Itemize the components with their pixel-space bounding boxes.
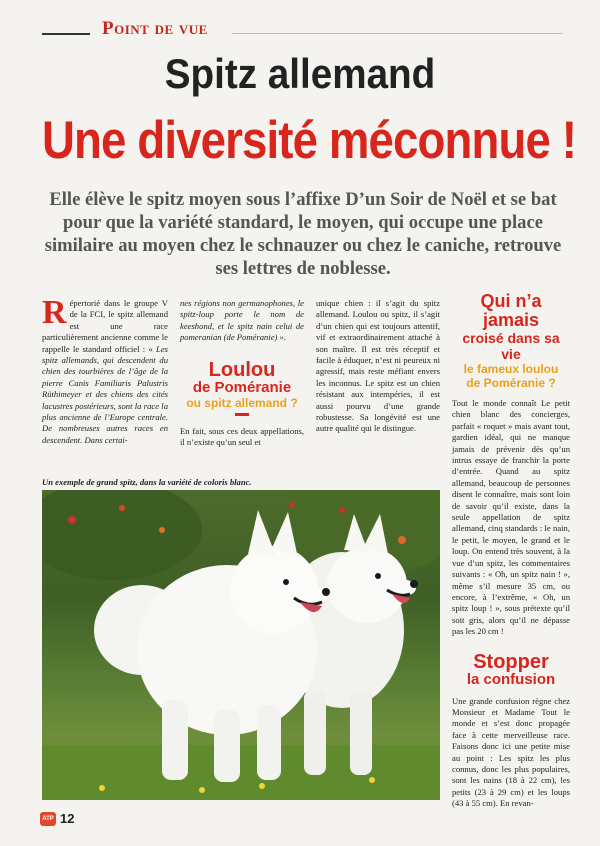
intertitle-loulou-line1: Loulou xyxy=(208,358,276,381)
article-kicker: Spitz allemand xyxy=(164,50,436,97)
rubric-rule-left xyxy=(42,33,90,35)
column-1 xyxy=(42,294,168,446)
white-spitz-illustration xyxy=(42,490,440,800)
article-chapo: Elle élève le spitz moyen sous l’affixe D’un Soir de Noël et se bat pour que la variété standard, le moyen, qui occupe une place similaire au moyen chez le schnauzer ou chez le caniche, retrouve ses lettres de noblesse. xyxy=(44,189,562,279)
col2-quote: nes régions non germanophones, le spitz-loup porte le nom de keeshond, et le spitz nain celui de pomeranian (de Poméranie) ». xyxy=(180,298,304,343)
intertitle-qui xyxy=(452,292,570,390)
col1-intro: épertorié dans le groupe V de la FCI, le spitz allemand est une race particulièrement ancienne comme le rappelle le standard officiel : « xyxy=(42,298,168,354)
col3-text: unique chien : il s’agit du spitz allemand. Loulou ou spitz, il s’agit d’un chien qui est toujours attentif, vif et extraordinairement attaché à son maître. Il est très réceptif et facile à éduquer, n’est ni peureux ni agressif, mais reste méfiant envers les inconnus. Le spitz est un chien résistant aux intempéries, il est aussi pourvu d’une grande robustesse. Sa longévité est une autre qualité qui le distingue. xyxy=(316,298,440,434)
column-4 xyxy=(452,292,570,810)
photo-caption: Un exemple de grand spitz, dans la variété de coloris blanc. xyxy=(42,477,252,487)
magazine-logo xyxy=(40,812,56,826)
intertitle-qui-line3: le fameux loulou xyxy=(463,362,559,376)
column-2 xyxy=(180,298,304,448)
dropcap: R xyxy=(42,294,67,331)
col2-text: En fait, sous ces deux appellations, il n’existe qu’un seul et xyxy=(180,425,304,448)
rubric-label: Point de vue xyxy=(102,18,208,39)
intertitle-loulou xyxy=(180,360,304,416)
page-number: 12 xyxy=(60,811,75,826)
intertitle-qui-line1: Qui n’a jamais xyxy=(480,291,542,330)
col4-text1: Tout le monde connaît Le petit chien blanc des concierges, parfait « roquet » mais avant tout, gardien idéal, qui ne manque jamais de prévenir dès qu’un intrus essaye de franchir la porte d’entrée. Quand au spitz allemand, beaucoup de personnes disent le connaître, mais sont loin de savoir qu’il existe, dans la seule appellation de spitz allemand, cinq standards : le nain, le petit, le moyen, le grand et le loup. On entend très souvent, à la vue d’un spitz, les commentaires suivants : « Oh, un spitz nain ! », même s’il mesure 35 cm, ou encore, à l’extrême, « Oh, un spitz loup ! », sous prétexte qu’il soit gris, alors qu’il ne dépasse pas les 20 cm ! xyxy=(452,398,570,637)
intertitle-loulou-line2: de Poméranie xyxy=(192,378,292,396)
intertitle-qui-line2: croisé dans sa vie xyxy=(462,330,560,362)
intertitle-stopper xyxy=(452,652,570,688)
col1-quote: Les spitz allemands, qui descendent du chien des tourbières de l’âge de la pierre Canis Familiaris Palustris Rüthimeyer et des chiens des cités lacustres postérieurs, sont la race la plus ancienne de l’Europe centrale. De nombreuses autres races en descendent. Dans certai- xyxy=(42,343,168,445)
col4-text2: Une grande confusion règne chez Monsieur et Madame Tout le monde et s’est donc propagée face à cette merveilleuse race. Faisons donc ici une petite mise au point : Les spitz les plus connus, donc les plus populaires, sont les nains (18 à 22 cm), les petits (23 à 29 cm) et les loups (43 à 55 cm). En revan- xyxy=(452,695,570,809)
spitz-photo xyxy=(42,490,440,800)
intertitle-qui-line4: de Poméranie ? xyxy=(466,376,556,390)
intertitle-underline xyxy=(235,413,249,416)
article-title: Une diversité méconnue ! xyxy=(42,111,577,170)
intertitle-stopper-line1: Stopper xyxy=(473,650,549,673)
rubric-rule-right xyxy=(232,33,562,34)
intertitle-stopper-line2: la confusion xyxy=(466,670,556,688)
magazine-logo-text: ATP xyxy=(42,816,54,822)
column-3 xyxy=(316,298,440,435)
intertitle-loulou-line3: ou spitz allemand ? xyxy=(186,395,298,410)
